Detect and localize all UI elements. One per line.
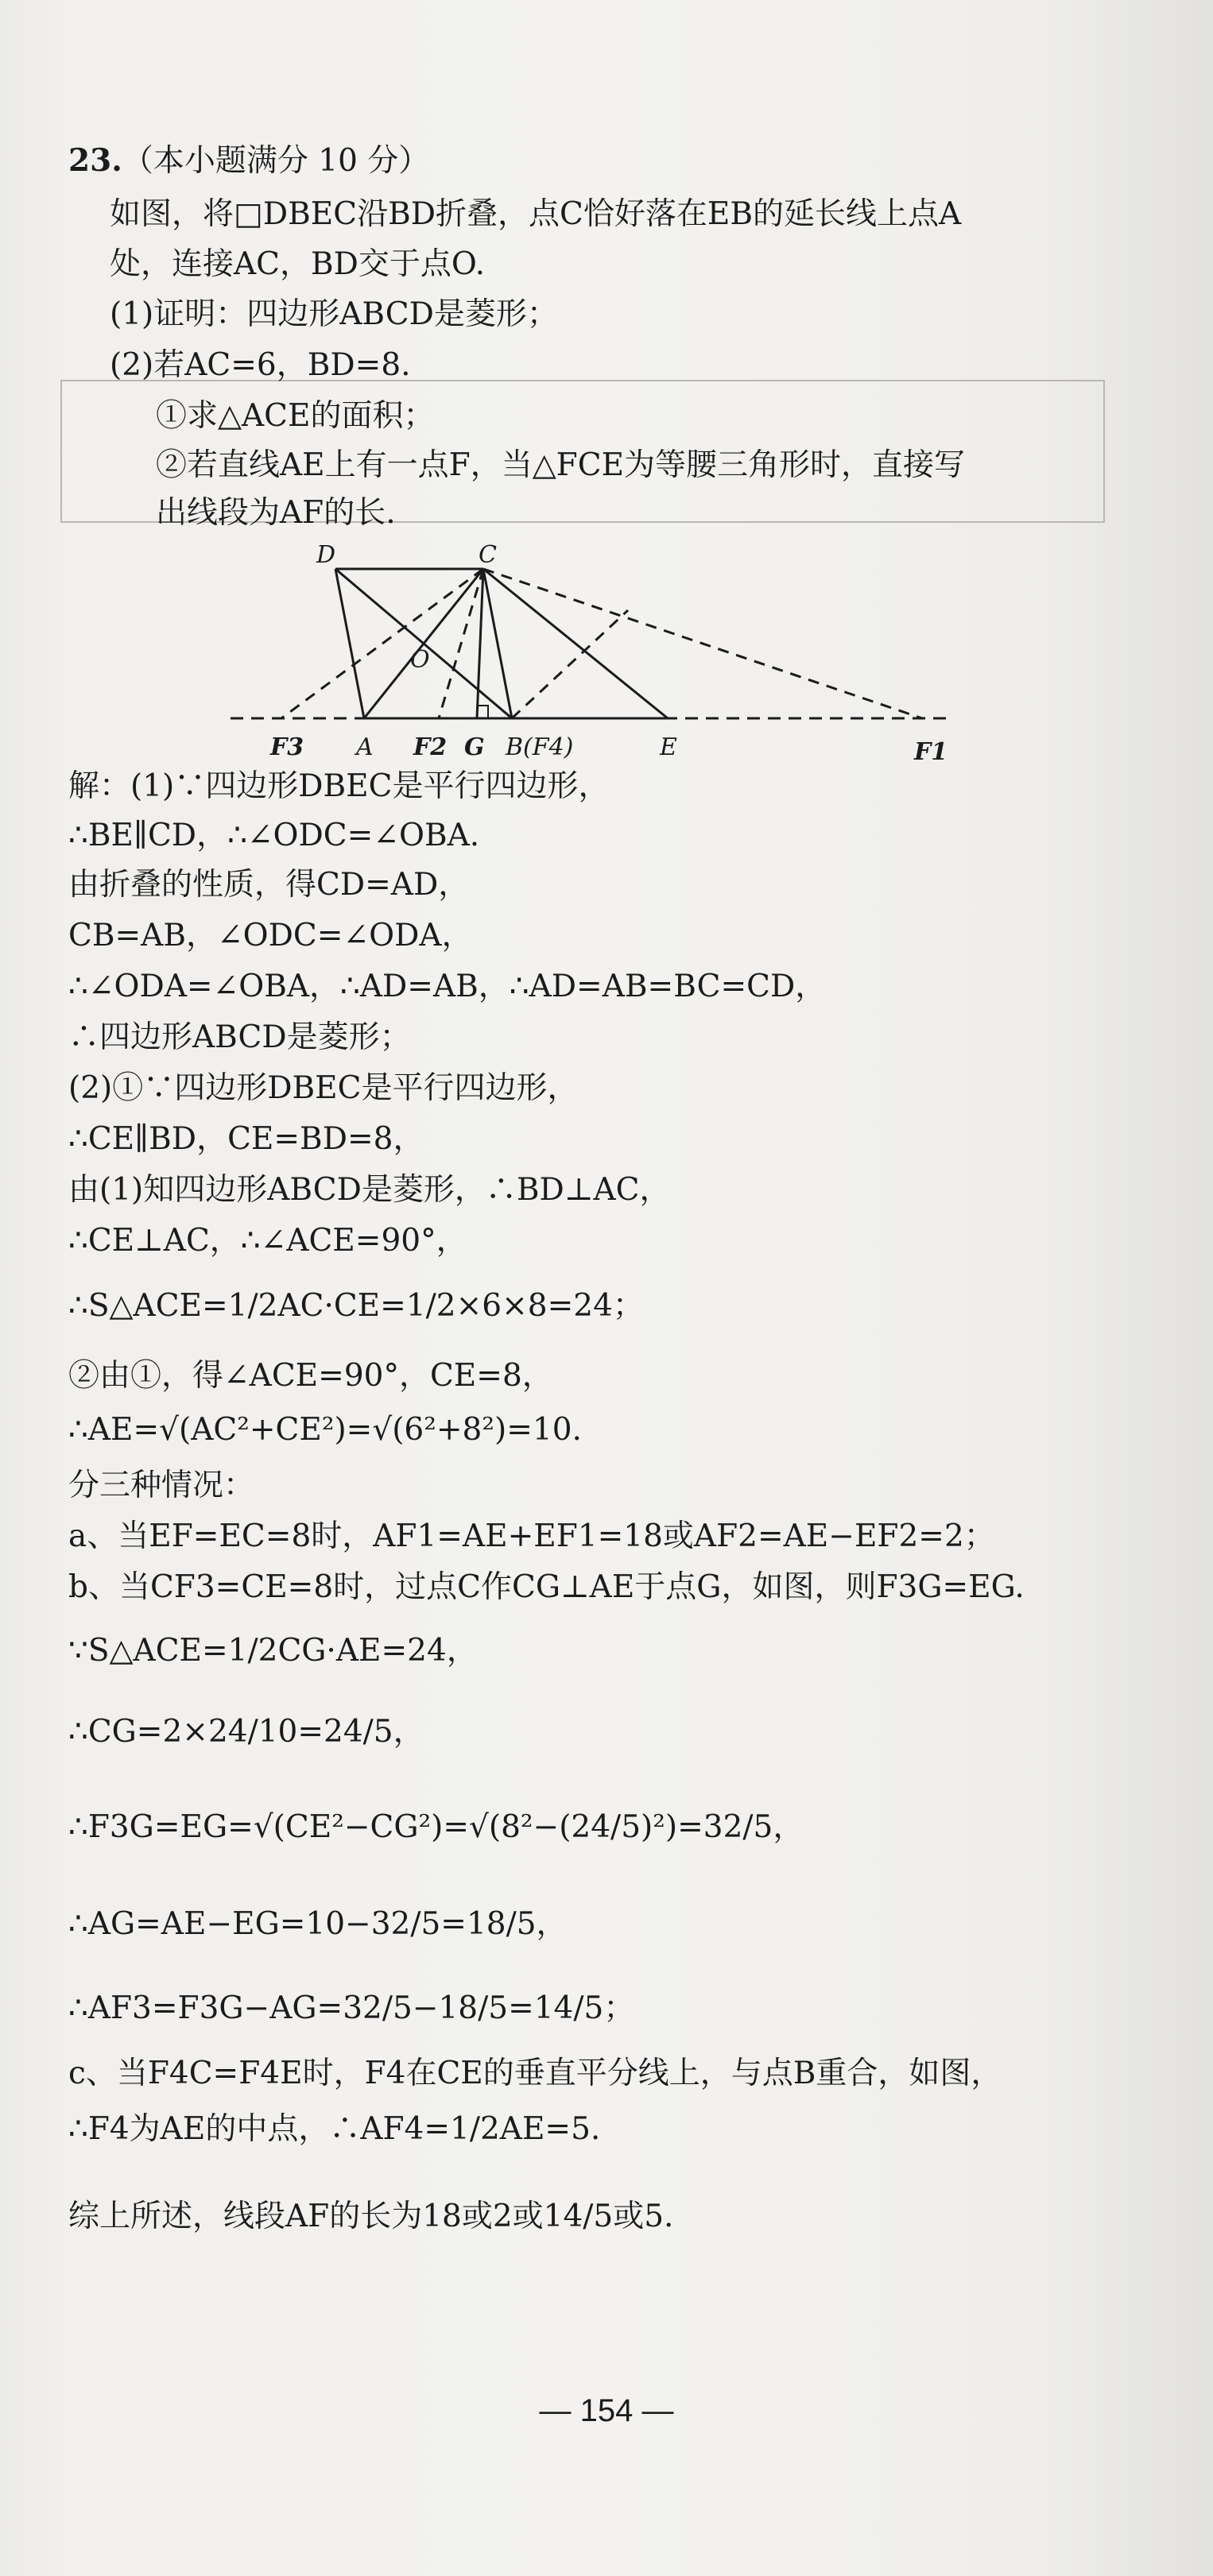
- question-1: (1)证明：四边形ABCD是菱形；: [110, 296, 558, 332]
- label-e: E: [660, 733, 677, 761]
- solution-line-1: 解：(1)∵四边形DBEC是平行四边形，: [68, 768, 610, 804]
- geometry-figure: [223, 531, 970, 769]
- solution-line-16: b、当CF3=CE=8时，过点C作CG⊥AE于点G，如图，则F3G=EG.: [68, 1569, 1025, 1605]
- solution-line-17: ∵S△ACE=1/2CG·AE=24，: [68, 1633, 478, 1669]
- problem-statement-2: 处，连接AC，BD交于点O.: [110, 246, 486, 282]
- question-2b-line2: 出线段为AF的长.: [156, 495, 396, 531]
- solution-line-7: (2)①∵四边形DBEC是平行四边形，: [68, 1070, 579, 1106]
- label-b-f4: B(F4): [506, 733, 574, 761]
- question-2b-line1: ②若直线AE上有一点F，当△FCE为等腰三角形时，直接写: [156, 447, 966, 483]
- label-f1: F1: [914, 738, 948, 766]
- label-c: C: [479, 541, 497, 569]
- label-a: A: [356, 733, 374, 761]
- solution-line-2: ∴BE∥CD，∴∠ODC=∠OBA.: [68, 818, 480, 853]
- label-g: G: [464, 733, 485, 761]
- label-d: D: [316, 541, 336, 569]
- solution-line-21: ∴AF3=F3G−AG=32/5−18/5=14/5；: [68, 1990, 635, 2026]
- problem-points: （本小题满分 10 分）: [122, 143, 430, 179]
- solution-line-18: ∴CG=2×24/10=24/5，: [68, 1714, 424, 1750]
- label-f2: F2: [413, 733, 448, 761]
- problem-statement-1: 如图，将□DBEC沿BD折叠，点C恰好落在EB的延长线上点A: [110, 196, 962, 232]
- page-number: — 154 —: [539, 2393, 674, 2428]
- solution-line-8: ∴CE∥BD，CE=BD=8，: [68, 1121, 424, 1157]
- question-2a: ①求△ACE的面积；: [156, 398, 435, 434]
- solution-line-6: ∴四边形ABCD是菱形；: [68, 1019, 411, 1055]
- solution-line-12: ②由①，得∠ACE=90°，CE=8，: [68, 1358, 553, 1394]
- problem-number: 23.: [68, 142, 122, 179]
- solution-line-3: 由折叠的性质，得CD=AD，: [68, 867, 470, 903]
- solution-line-4: CB=AB，∠ODC=∠ODA，: [68, 918, 473, 953]
- label-f3: F3: [270, 733, 304, 761]
- solution-line-10: ∴CE⊥AC，∴∠ACE=90°，: [68, 1223, 467, 1259]
- solution-line-22: c、当F4C=F4E时，F4在CE的垂直平分线上，与点B重合，如图，: [68, 2056, 1002, 2091]
- solution-line-20: ∴AG=AE−EG=10−32/5=18/5，: [68, 1906, 568, 1942]
- solution-line-13: ∴AE=√(AC²+CE²)=√(6²+8²)=10.: [68, 1412, 582, 1448]
- solution-line-24: 综上所述，线段AF的长为18或2或14/5或5.: [68, 2199, 674, 2234]
- solution-line-19: ∴F3G=EG=√(CE²−CG²)=√(8²−(24/5)²)=32/5，: [68, 1809, 804, 1845]
- solution-line-5: ∴∠ODA=∠OBA，∴AD=AB，∴AD=AB=BC=CD，: [68, 969, 827, 1004]
- label-o: O: [410, 646, 430, 674]
- solution-line-11: ∴S△ACE=1/2AC·CE=1/2×6×8=24；: [68, 1288, 644, 1324]
- solution-line-14: 分三种情况：: [68, 1468, 255, 1503]
- problem-header: [68, 137, 429, 185]
- question-2: (2)若AC=6，BD=8.: [110, 347, 411, 383]
- solution-line-9: 由(1)知四边形ABCD是菱形，∴BD⊥AC，: [68, 1172, 671, 1208]
- solution-line-23: ∴F4为AE的中点，∴AF4=1/2AE=5.: [68, 2111, 601, 2147]
- solution-line-15: a、当EF=EC=8时，AF1=AE+EF1=18或AF2=AE−EF2=2；: [68, 1518, 995, 1554]
